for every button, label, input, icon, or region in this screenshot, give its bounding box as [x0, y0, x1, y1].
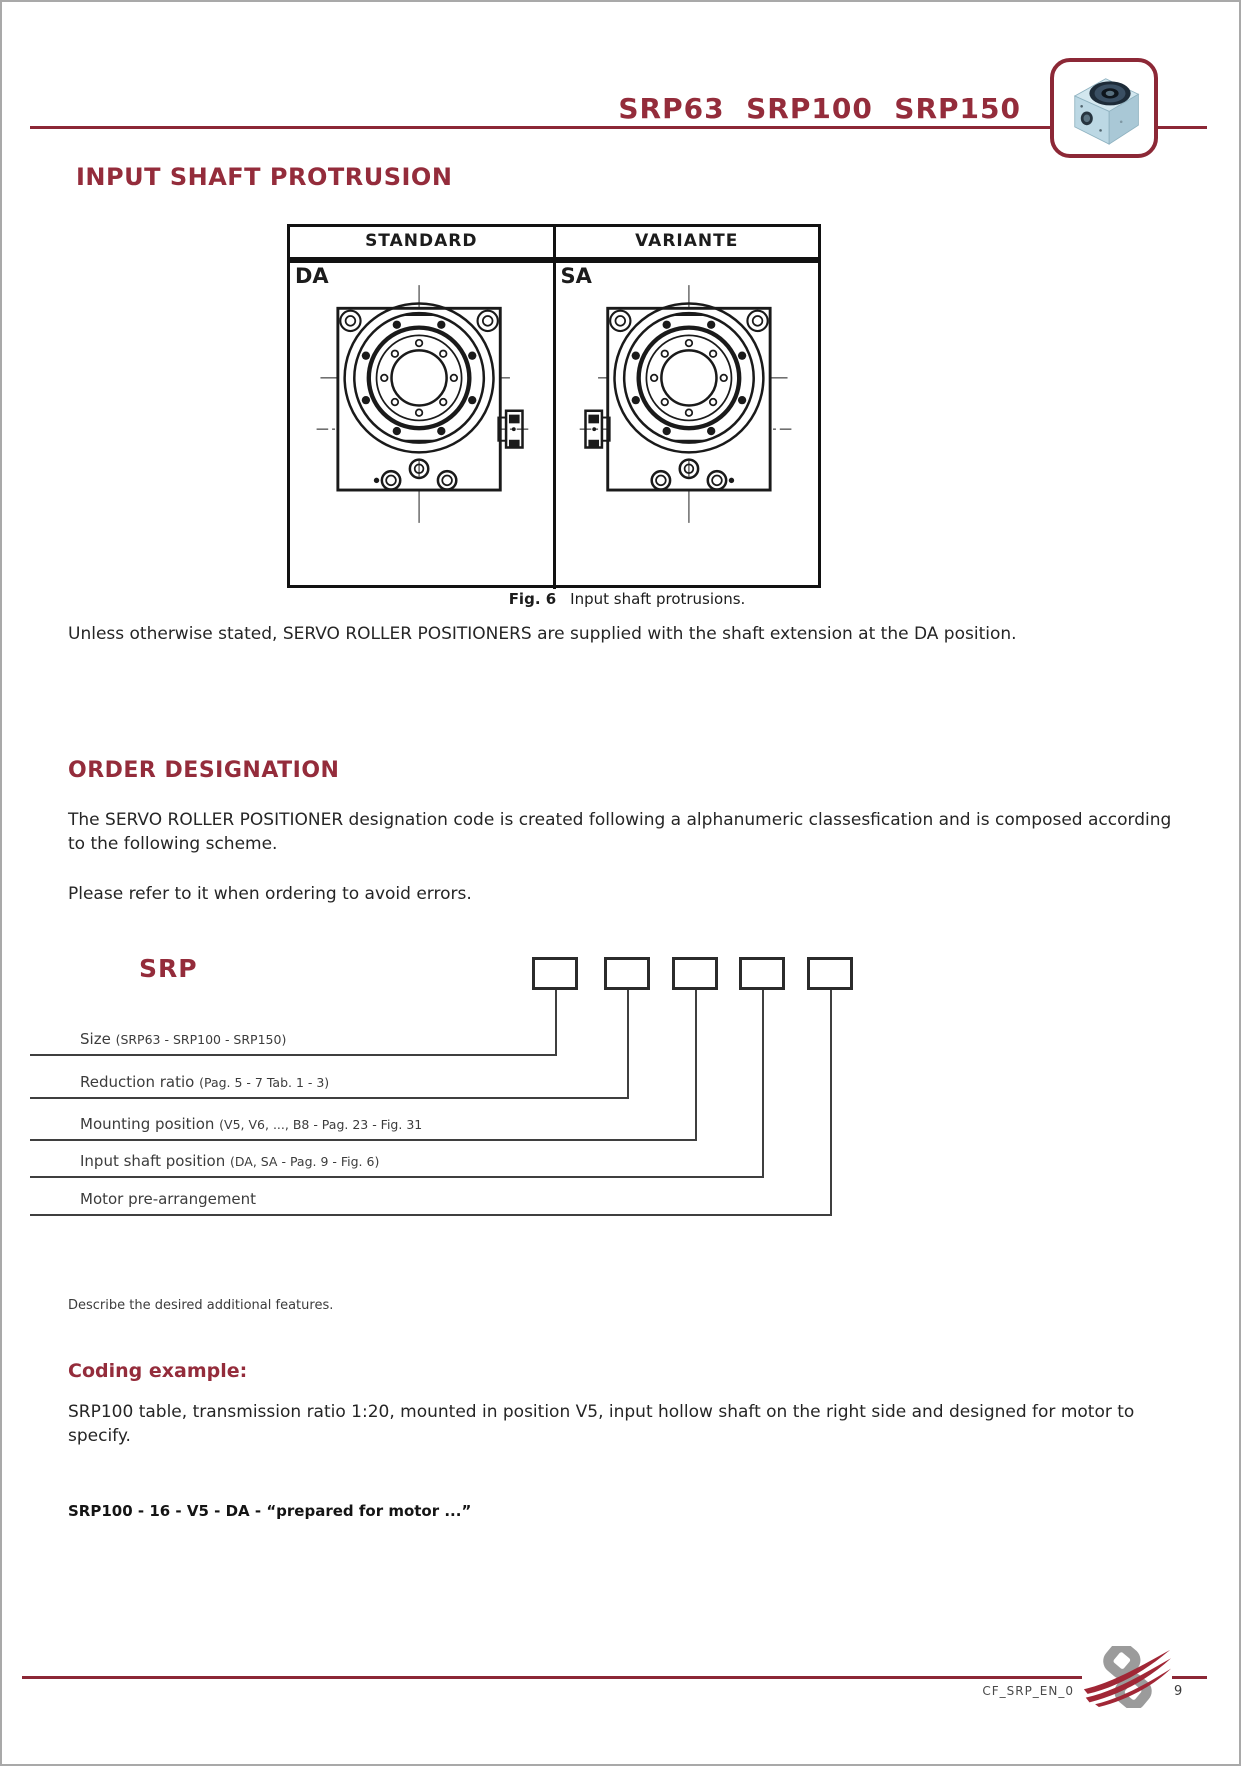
diagram-row-ratio	[30, 1073, 629, 1099]
connector-line	[830, 990, 832, 1216]
figure-table-body	[290, 260, 818, 589]
coding-example-code: SRP100 - 16 - V5 - DA - “prepared for motor ...”	[68, 1502, 472, 1520]
company-logo-icon	[1082, 1646, 1172, 1708]
code-box-shaft	[739, 957, 785, 990]
diagram-row-motor	[30, 1190, 832, 1216]
flange-drawing-sa	[571, 279, 803, 529]
footer-divider	[22, 1676, 1207, 1679]
figure-column-header-variante: VARIANTE	[635, 231, 739, 251]
diagram-row-label: Size	[80, 1030, 116, 1048]
diagram-row-detail: (Pag. 5 - 7 Tab. 1 - 3)	[199, 1075, 330, 1090]
code-box-motor	[807, 957, 853, 990]
diagram-prefix: SRP	[139, 954, 198, 983]
diagram-row-detail: (SRP63 - SRP100 - SRP150)	[115, 1032, 287, 1047]
connector-line	[762, 990, 764, 1178]
diagram-row-size	[30, 1030, 557, 1056]
diagram-row-mounting	[30, 1115, 697, 1141]
product-photo-badge	[1050, 58, 1158, 158]
footer-doc-code: CF_SRP_EN_0	[982, 1684, 1074, 1698]
code-box-size	[532, 957, 578, 990]
figure-cell-da	[290, 263, 556, 589]
figure-caption-text: Input shaft protrusions.	[570, 590, 746, 608]
paragraph-ordering-note: Please refer to it when ordering to avoid errors.	[68, 884, 472, 904]
code-box-mounting	[672, 957, 718, 990]
figure-column-header-standard: STANDARD	[290, 227, 556, 257]
diagram-row-label: Reduction ratio	[80, 1073, 200, 1091]
paragraph-designation-code: The SERVO ROLLER POSITIONER designation code is created following a alphanumeric classesfication and is composed according to the following scheme.	[68, 810, 1172, 854]
section-heading-input-shaft-protrusion: INPUT SHAFT PROTRUSION	[76, 163, 453, 191]
header-divider	[30, 126, 1207, 129]
product-photo-icon	[1061, 68, 1147, 148]
diagram-row-detail: (DA, SA - Pag. 9 - Fig. 6)	[229, 1154, 380, 1169]
order-designation-diagram	[2, 950, 1241, 1250]
figure-caption-label: Fig. 6	[508, 590, 557, 608]
code-box-ratio	[604, 957, 650, 990]
figure-table-header	[290, 227, 818, 260]
variant-label-da: DA	[295, 264, 329, 288]
diagram-row-label: Mounting position	[80, 1115, 220, 1133]
variant-label-sa: SA	[560, 264, 592, 288]
figure-caption	[347, 590, 907, 608]
additional-features-note: Describe the desired additional features.	[68, 1298, 334, 1313]
paragraph-shaft-default: Unless otherwise stated, SERVO ROLLER POSITIONERS are supplied with the shaft extension at the DA position.	[68, 624, 1017, 644]
figure-table	[287, 224, 821, 588]
diagram-row-shaft	[30, 1152, 764, 1178]
diagram-row-label: Motor pre-arrangement	[80, 1190, 257, 1208]
coding-example-heading: Coding example:	[68, 1360, 248, 1382]
section-heading-order-designation: ORDER DESIGNATION	[68, 758, 340, 783]
coding-example-paragraph: SRP100 table, transmission ratio 1:20, mounted in position V5, input hollow shaft on the right side and designed for motor to specify.	[68, 1402, 1135, 1446]
diagram-row-label: Input shaft position	[80, 1152, 230, 1170]
page-title: SRP63 SRP100 SRP150	[618, 92, 1021, 125]
flange-drawing-da	[305, 279, 537, 529]
figure-cell-sa	[556, 263, 819, 589]
diagram-row-detail: (V5, V6, ..., B8 - Pag. 23 - Fig. 31	[219, 1117, 423, 1132]
footer-page-number: 9	[1174, 1684, 1183, 1699]
